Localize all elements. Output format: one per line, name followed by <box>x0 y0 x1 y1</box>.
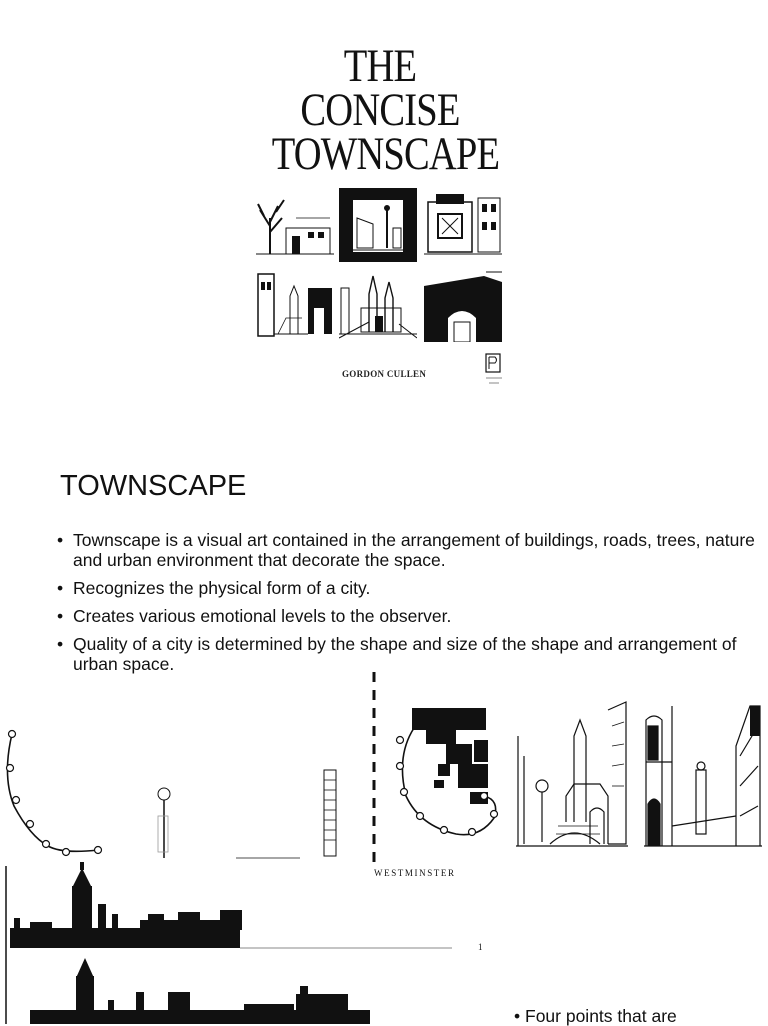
list-item: • Townscape is a visual art contained in the arrangement of buildings, roads, trees, nature and urban environment that decorate the space. <box>56 530 756 570</box>
cover-sketch-archway <box>424 268 502 342</box>
section-heading: TOWNSCAPE <box>60 470 247 502</box>
list-item: • Quality of a city is determined by the shape and size of the shape and arrangement of urban space. <box>56 634 756 674</box>
cover-title-line-2: CONCISE <box>300 84 460 136</box>
list-item: • Recognizes the physical form of a city. <box>56 578 756 598</box>
cover-author: GORDON CULLEN <box>342 369 427 379</box>
list-item: • Four points that are <box>514 1006 677 1026</box>
bullet-list <box>56 530 756 682</box>
book-cover <box>248 36 512 396</box>
list-item: • Creates various emotional levels to the observer. <box>56 606 756 626</box>
cover-sketch-framed-view <box>339 188 417 262</box>
figure-number-label: 1 <box>478 942 483 952</box>
cover-sketch-tree-street <box>256 188 334 262</box>
cover-title-line-3: TOWNSCAPE <box>271 128 500 180</box>
cover-sketch-street-vista <box>256 268 334 342</box>
westminster-label: WESTMINSTER <box>374 868 456 878</box>
cover-title-line-1: THE <box>343 40 417 92</box>
cover-sketch-monument <box>424 188 502 262</box>
architectural-press-logo-icon <box>484 352 504 390</box>
cover-sketch-church-spires <box>339 268 417 342</box>
serial-vision-sketch <box>0 666 768 1024</box>
